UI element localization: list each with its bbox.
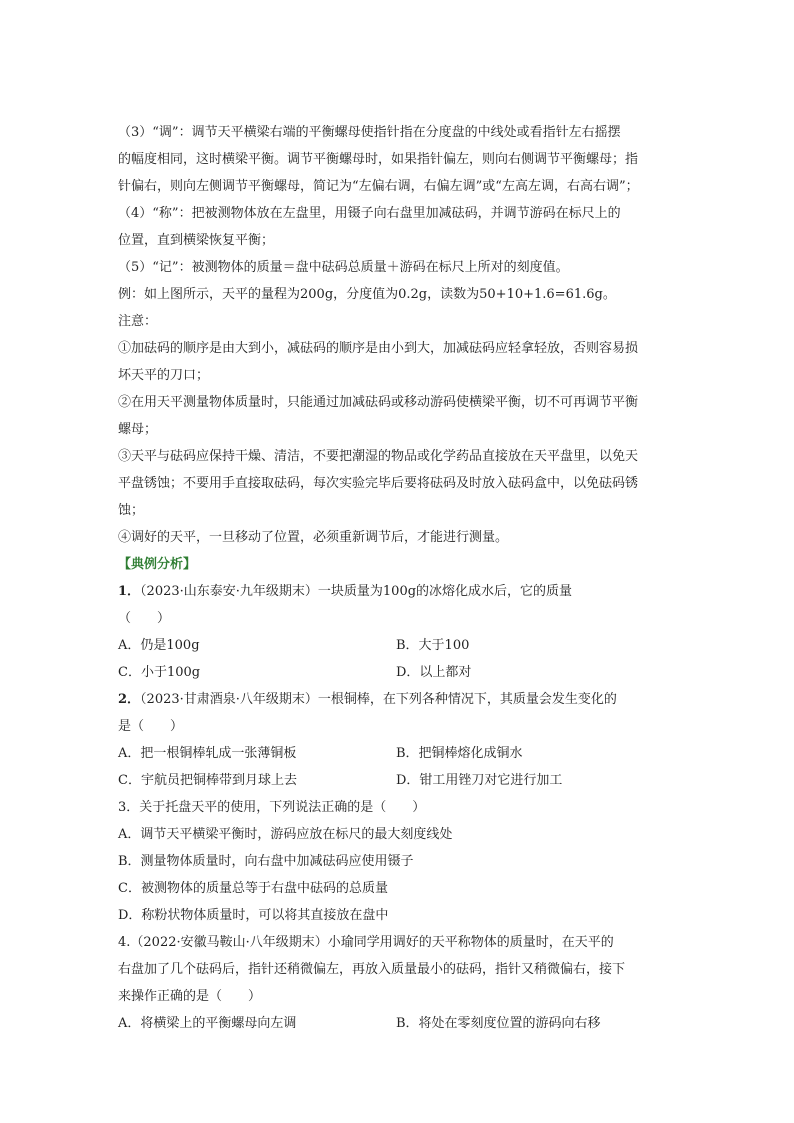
question-1-option-c[interactable]: C．小于100g xyxy=(118,665,201,680)
section-heading: 【典例分析】 xyxy=(118,557,197,572)
question-1-options-row-2 xyxy=(118,659,678,686)
question-3-text: 关于托盘天平的使用，下列说法正确的是（ ） xyxy=(139,800,426,815)
question-4-number: 4. xyxy=(118,935,131,950)
notes-title: 注意： xyxy=(118,314,158,329)
content-body xyxy=(118,119,678,1037)
note-2-line-1: ②在用天平测量物体质量时，只能通过加减砝码或移动游码使横梁平衡，切不可再调节平衡 xyxy=(118,395,639,410)
question-1-option-d[interactable]: D．以上都对 xyxy=(396,665,472,680)
question-3-option-b[interactable]: B．测量物体质量时，向右盘中加减砝码应使用镊子 xyxy=(118,854,414,869)
note-1-line-2: 坏天平的刀口； xyxy=(118,368,210,383)
question-1-option-a[interactable]: A．仍是100g xyxy=(118,638,200,653)
step-3-line-2: 的幅度相同，这时横梁平衡。调节平衡螺母时，如果指针偏左，则向右侧调节平衡螺母；指 xyxy=(118,152,639,167)
question-4-text: （2022·安徽马鞍山·八年级期末）小瑜同学用调好的天平称物体的质量时，在天平的 xyxy=(130,935,614,950)
question-2-option-b[interactable]: B．把铜棒熔化成铜水 xyxy=(396,746,523,761)
question-3-number: 3． xyxy=(118,800,140,815)
question-3-option-d[interactable]: D．称粉状物体质量时，可以将其直接放在盘中 xyxy=(118,908,389,923)
question-2-stem-cont: 是（ ） xyxy=(118,719,184,734)
question-2-text: （2023·甘肃酒泉·八年级期末）一根铜棒，在下列各种情况下，其质量会发生变化的 xyxy=(140,692,617,707)
question-4-option-a[interactable]: A．将横梁上的平衡螺母向左调 xyxy=(118,1016,297,1031)
note-3-line-1: ③天平与砝码应保持干燥、清洁，不要把潮湿的物品或化学药品直接放在天平盘里，以免天 xyxy=(118,449,639,464)
note-4-line-1: ④调好的天平，一旦移动了位置，必须重新调节后，才能进行测量。 xyxy=(118,530,509,545)
example-text: 例：如上图所示，天平的量程为200g，分度值为0.2g，读数为50+10+1.6=61.6g。 xyxy=(118,287,616,302)
note-2-line-2: 螺母； xyxy=(118,422,158,437)
step-5-line-1: （5）“记”：被测物体的质量＝盘中砝码总质量＋游码在标尺上所对的刻度值。 xyxy=(118,260,569,275)
question-4-stem-cont-1: 右盘加了几个砝码后，指针还稍微偏左，再放入质量最小的砝码，指针又稍微偏右，接下 xyxy=(118,962,626,977)
question-4-stem xyxy=(118,929,678,956)
question-2-option-c[interactable]: C．宇航员把铜棒带到月球上去 xyxy=(118,773,297,788)
question-1-option-b[interactable]: B．大于100 xyxy=(396,638,470,653)
question-3-option-c[interactable]: C．被测物体的质量总等于右盘中砝码的总质量 xyxy=(118,881,388,896)
question-1-blank: （ ） xyxy=(118,611,171,626)
question-1-number: 1． xyxy=(118,584,141,599)
step-4-line-1: （4）“称”：把被测物体放在左盘里，用镊子向右盘里加减砝码，并调节游码在标尺上的 xyxy=(118,206,621,221)
question-2-options-row-2 xyxy=(118,767,678,794)
question-2-stem xyxy=(118,686,678,713)
step-4-line-2: 位置，直到横梁恢复平衡； xyxy=(118,233,275,248)
question-1-text: （2023·山东泰安·九年级期末）一块质量为100g的冰熔化成水后，它的质量 xyxy=(140,584,573,599)
question-4-stem-cont-2: 来操作正确的是（ ） xyxy=(118,989,262,1004)
note-3-line-2: 平盘锈蚀；不要用手直接取砝码，每次实验完毕后要将砝码及时放入砝码盒中，以免砝码锈 xyxy=(118,476,639,491)
question-1-options-row-1 xyxy=(118,632,678,659)
note-3-line-3: 蚀； xyxy=(118,503,145,518)
question-3-option-a[interactable]: A．调节天平横梁平衡时，游码应放在标尺的最大刻度线处 xyxy=(118,827,453,842)
question-3-stem xyxy=(118,794,678,821)
note-1-line-1: ①加砝码的顺序是由大到小，减砝码的顺序是由小到大，加减砝码应轻拿轻放，否则容易损 xyxy=(118,341,639,356)
step-3-line-3: 针偏右，则向左侧调节平衡螺母，简记为“左偏右调，右偏左调”或“左高左调，右高右调”； xyxy=(118,179,639,194)
question-4-options-row-1 xyxy=(118,1010,678,1037)
question-2-number: 2． xyxy=(118,692,141,707)
question-1-stem xyxy=(118,578,678,605)
question-2-option-d[interactable]: D．钳工用锉刀对它进行加工 xyxy=(396,773,563,788)
question-2-option-a[interactable]: A．把一根铜棒轧成一张薄铜板 xyxy=(118,746,297,761)
question-2-options-row-1 xyxy=(118,740,678,767)
question-4-option-b[interactable]: B．将处在零刻度位置的游码向右移 xyxy=(396,1016,601,1031)
step-3-line-1: （3）“调”：调节天平横梁右端的平衡螺母使指针指在分度盘的中线处或看指针左右摇摆 xyxy=(118,125,621,140)
